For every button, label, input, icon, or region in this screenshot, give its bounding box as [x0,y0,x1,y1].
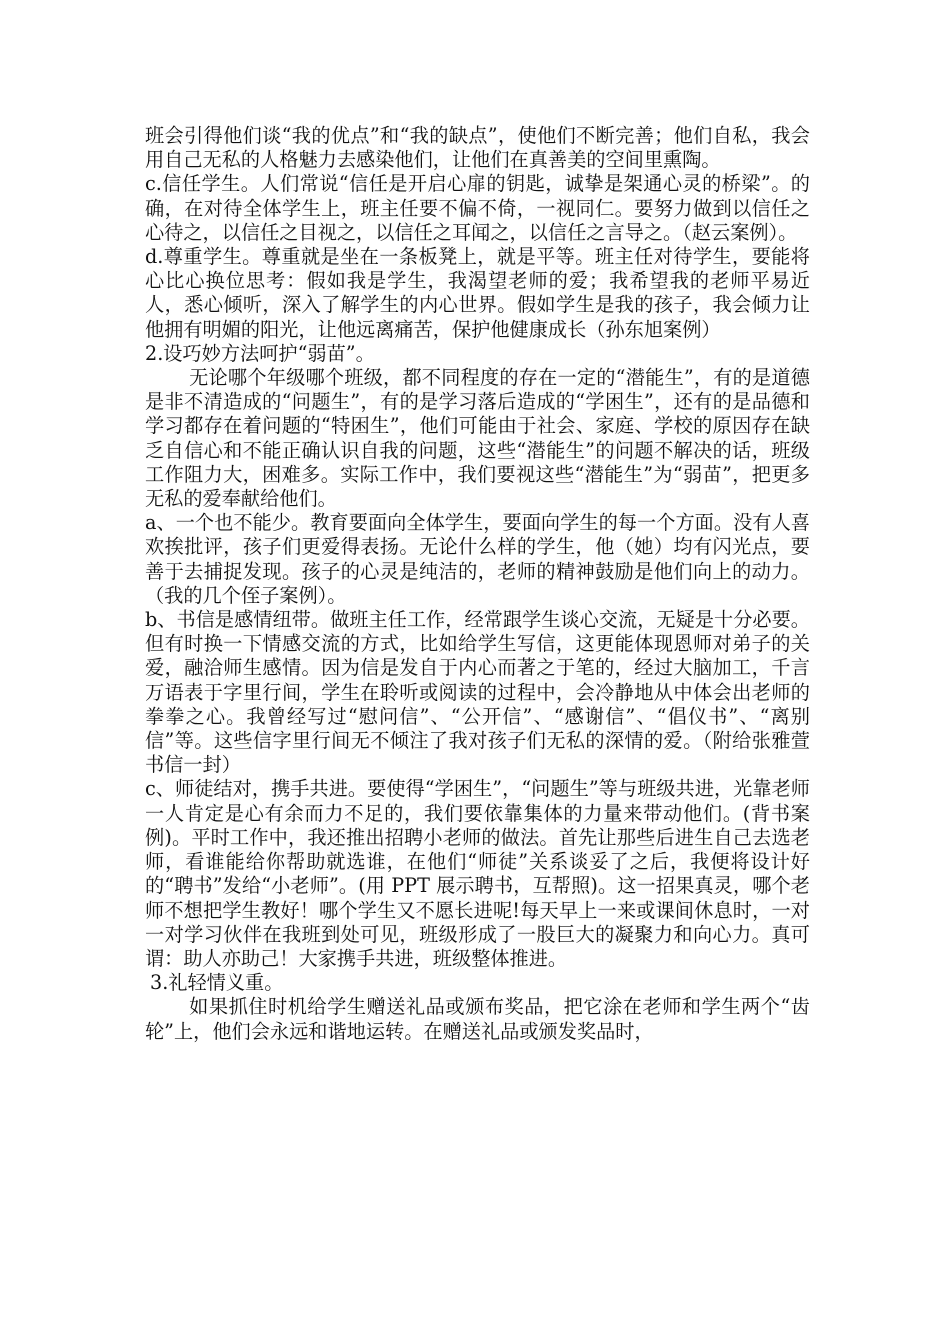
document-page [145,124,810,1044]
paragraph-trust-students: c.信任学生。人们常说“信任是开启心扉的钥匙，诚挚是架通心灵的桥梁”。的确，在对待全体学生上，班主任要不偏不倚，一视同仁。要努力做到以信任之心待之，以信任之目视之，以信任之耳闻之，以信任之言导之。（赵云案例）。 [145,172,810,244]
paragraph-continuation: 班会引得他们谈“我的优点”和“我的缺点”，使他们不断完善；他们自私，我会用自己无私的人格魅力去感染他们，让他们在真善美的空间里熏陶。 [145,124,810,172]
section-heading-3: 3.礼轻情义重。 [150,971,284,995]
paragraph-gifts: 如果抓住时机给学生赠送礼品或颁布奖品，把它涂在老师和学生两个“齿轮”上，他们会永远和谐地运转。在赠送礼品或颁发奖品时， [145,995,810,1043]
section-heading-2: 2.设巧妙方法呵护“弱苗”。 [145,341,375,365]
paragraph-potential-students: 无论哪个年级哪个班级，都不同程度的存在一定的“潜能生”，有的是道德是非不清造成的“问题生”，有的是学习落后造成的“学困生”，还有的是品德和学习都存在着问题的“特困生”，他们可能由于社会、家庭、学校的原因存在缺乏自信心和不能正确认识自我的问题，这些“潜能生”的问题不解决的话，班级工作阻力大，困难多。实际工作中，我们要视这些“潜能生”为“弱苗”，把更多无私的爱奉献给他们。 [145,366,810,511]
paragraph-none-left-behind: a、一个也不能少。教育要面向全体学生，要面向学生的每一个方面。没有人喜欢挨批评，孩子们更爱得表扬。无论什么样的学生，他（她）均有闪光点，要善于去捕捉发现。孩子的心灵是纯洁的，老师的精神鼓励是他们向上的动力。（我的几个侄子案例）。 [145,511,810,607]
paragraph-letters: b、书信是感情纽带。做班主任工作，经常跟学生谈心交流，无疑是十分必要。但有时换一下情感交流的方式，比如给学生写信，这更能体现恩师对弟子的关爱，融洽师生感情。因为信是发自于内心而著之于笔的，经过大脑加工，千言万语表于字里行间，学生在聆听或阅读的过程中，会冷静地从中体会出老师的拳拳之心。我曾经写过“慰问信”、“公开信”、“感谢信”、“倡仪书”、“离别信”等。这些信字里行间无不倾注了我对孩子们无私的深情的爱。（附给张雅萱书信一封） [145,608,810,777]
paragraph-mentoring: c、师徒结对，携手共进。要使得“学困生”，“问题生”等与班级共进，光靠老师一人肯定是心有余而力不足的，我们要依靠集体的力量来带动他们。(背书案例)。平时工作中，我还推出招聘小老师的做法。首先让那些后进生自己去选老师，看谁能给你帮助就选谁，在他们“师徒”关系谈妥了之后，我便将设计好的“聘书”发给“小老师”。(用 PPT 展示聘书，互帮照)。这一招果真灵，哪个老师不想把学生教好！哪个学生又不愿长进呢!每天早上一来或课间休息时，一对一对学习伙伴在我班到处可见，班级形成了一股巨大的凝聚力和向心力。真可谓：助人亦助己！大家携手共进，班级整体推进。 [145,777,810,970]
paragraph-respect-students: d.尊重学生。尊重就是坐在一条板凳上，就是平等。班主任对待学生，要能将心比心换位思考：假如我是学生，我渴望老师的爱；我希望我的老师平易近人，悉心倾听，深入了解学生的内心世界。假如学生是我的孩子，我会倾力让他拥有明媚的阳光，让他远离痛苦，保护他健康成长（孙东旭案例） [145,245,810,341]
